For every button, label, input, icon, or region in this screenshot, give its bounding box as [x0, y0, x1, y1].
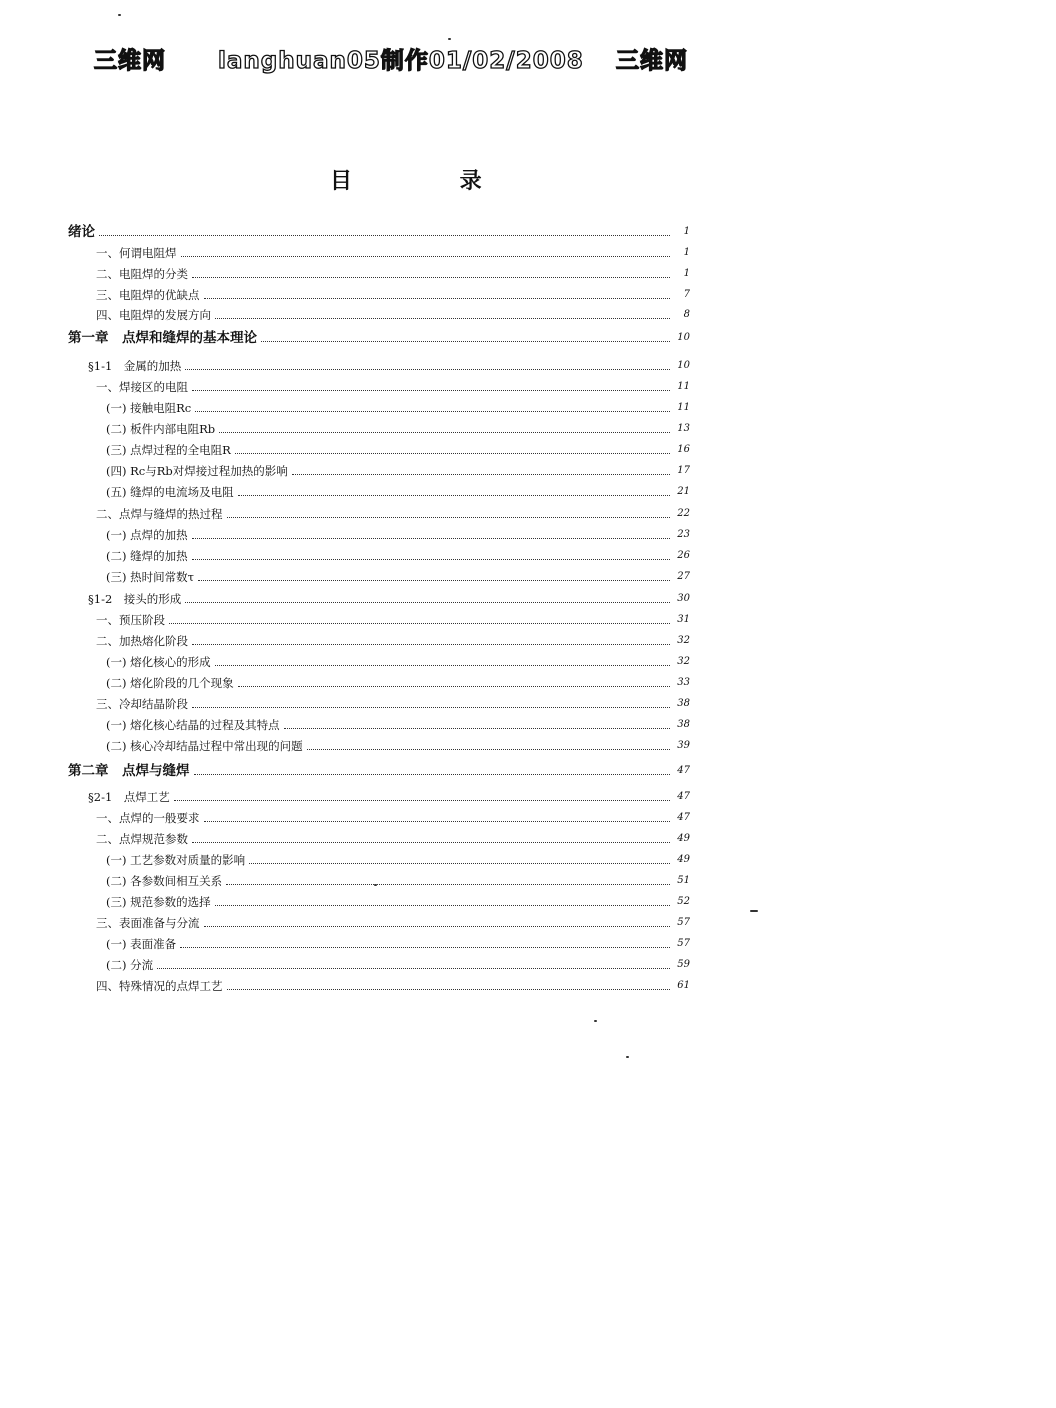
toc-entry [106, 713, 690, 733]
toc-entry-page: 10 [677, 332, 690, 343]
toc-entry [96, 262, 690, 282]
toc-leader-dots [192, 842, 670, 843]
toc-entry-label: (二) 缝焊的加热 [106, 549, 188, 563]
toc-entry-page: 32 [677, 635, 690, 646]
toc-leader-dots [174, 800, 670, 801]
toc-entry-label: (二) 板件内部电阻Rb [106, 422, 216, 436]
toc-entry-page: 61 [677, 980, 690, 991]
toc-entry [106, 565, 690, 585]
toc-entry [96, 608, 690, 628]
toc-entry [106, 480, 690, 500]
toc-entry-label: 一、何谓电阻焊 [96, 246, 177, 260]
toc-entry-page: 49 [677, 833, 690, 844]
toc-entry [106, 953, 690, 973]
toc-entry [68, 326, 690, 346]
toc-entry-page: 27 [677, 571, 690, 582]
toc-entry-label: 二、加热熔化阶段 [96, 634, 188, 648]
toc-entry-label: 四、电阻焊的发展方向 [96, 308, 211, 322]
toc-leader-dots [204, 821, 671, 822]
toc-entry-page: 59 [677, 959, 690, 970]
toc-leader-dots [204, 926, 671, 927]
toc-leader-dots [192, 559, 670, 560]
toc-entry-page: 23 [677, 529, 690, 540]
toc-entry-label: (二) 分流 [106, 958, 154, 972]
watermark-header [0, 42, 1056, 82]
toc-leader-dots [219, 432, 670, 433]
toc-entry-page: 51 [677, 875, 690, 886]
toc-entry [106, 734, 690, 754]
toc-leader-dots [195, 411, 670, 412]
toc-leader-dots [192, 644, 670, 645]
toc-entry-label: 二、电阻焊的分类 [96, 267, 188, 281]
toc-entry-label: (二) 各参数间相互关系 [106, 874, 223, 888]
toc-entry-page: 1 [683, 247, 690, 258]
watermark-right: 三维网 [616, 48, 688, 74]
toc-entry-page: 32 [677, 656, 690, 667]
toc-entry [68, 220, 690, 240]
toc-entry-label: §2-1 点焊工艺 [88, 790, 170, 804]
scan-speck [118, 14, 121, 16]
toc-entry-label: 绪论 [68, 224, 95, 240]
toc-entry [106, 848, 690, 868]
toc-entry [106, 438, 690, 458]
watermark-left: 三维网 [94, 48, 166, 74]
toc-entry-page: 57 [677, 938, 690, 949]
toc-entry-page: 8 [683, 309, 690, 320]
toc-entry-label: (三) 热时间常数τ [106, 570, 194, 584]
toc-leader-dots [198, 580, 670, 581]
toc-entry-page: 33 [677, 677, 690, 688]
toc-entry-label: (三) 点焊过程的全电阻R [106, 443, 231, 457]
toc-entry [96, 827, 690, 847]
toc-entry-page: 11 [677, 381, 690, 392]
toc-entry-label: 三、表面准备与分流 [96, 916, 200, 930]
toc-entry-page: 49 [677, 854, 690, 865]
toc-entry [106, 417, 690, 437]
toc-entry-label: (五) 缝焊的电流场及电阻 [106, 485, 234, 499]
page-title: 目 录 [330, 168, 532, 194]
toc-entry-label: 第二章 点焊与缝焊 [68, 763, 190, 779]
toc-entry-page: 7 [683, 289, 690, 300]
toc-entry-page: 22 [677, 508, 690, 519]
toc-entry [106, 869, 690, 889]
toc-leader-dots [226, 884, 670, 885]
toc-entry-label: §1-2 接头的形成 [88, 592, 182, 606]
toc-leader-dots [204, 298, 671, 299]
toc-entry-label: 三、冷却结晶阶段 [96, 697, 188, 711]
toc-entry-page: 31 [677, 614, 690, 625]
toc-entry-page: 39 [677, 740, 690, 751]
toc-leader-dots [215, 905, 670, 906]
toc-entry-label: 四、特殊情况的点焊工艺 [96, 979, 223, 993]
scan-speck [626, 1056, 629, 1058]
toc-entry-page: 30 [677, 593, 690, 604]
toc-entry-page: 1 [683, 226, 690, 237]
toc-entry [96, 806, 690, 826]
toc-entry-label: 一、焊接区的电阻 [96, 380, 188, 394]
toc-entry-page: 47 [677, 791, 690, 802]
toc-entry [88, 587, 690, 607]
toc-leader-dots [227, 517, 671, 518]
scan-speck [594, 1020, 597, 1022]
toc-entry-page: 10 [677, 360, 690, 371]
toc-leader-dots [235, 453, 670, 454]
toc-leader-dots [185, 369, 670, 370]
toc-leader-dots [194, 774, 671, 775]
toc-entry-page: 17 [677, 465, 690, 476]
toc-leader-dots [238, 686, 670, 687]
toc-entry [106, 890, 690, 910]
toc-entry [106, 459, 690, 479]
toc-entry-label: §1-1 金属的加热 [88, 359, 182, 373]
toc-leader-dots [192, 707, 670, 708]
toc-entry-label: 第一章 点焊和缝焊的基本理论 [68, 330, 257, 346]
toc-entry [68, 759, 690, 779]
toc-leader-dots [192, 277, 670, 278]
watermark-center: langhuan05制作01/02/2008 [218, 48, 584, 74]
toc-leader-dots [169, 623, 670, 624]
toc-leader-dots [192, 390, 670, 391]
toc-leader-dots [292, 474, 670, 475]
toc-leader-dots [185, 602, 670, 603]
scan-speck [374, 884, 377, 886]
toc-leader-dots [99, 235, 670, 236]
toc-entry-page: 47 [677, 765, 690, 776]
toc-leader-dots [284, 728, 670, 729]
scan-speck [750, 910, 758, 912]
toc-entry [96, 375, 690, 395]
toc-entry [96, 241, 690, 261]
toc-entry [96, 974, 690, 994]
toc-entry [106, 523, 690, 543]
toc-entry-label: (一) 表面准备 [106, 937, 177, 951]
toc-entry-label: (二) 熔化阶段的几个现象 [106, 676, 234, 690]
toc-entry [96, 303, 690, 323]
toc-leader-dots [215, 318, 670, 319]
toc-entry-page: 38 [677, 719, 690, 730]
toc-entry-label: (一) 熔化核心的形成 [106, 655, 211, 669]
toc-entry [106, 932, 690, 952]
toc-entry-label: 三、电阻焊的优缺点 [96, 288, 200, 302]
toc-leader-dots [157, 968, 670, 969]
toc-leader-dots [249, 863, 670, 864]
toc-entry-label: 一、点焊的一般要求 [96, 811, 200, 825]
scan-speck [448, 38, 451, 40]
toc-leader-dots [261, 341, 670, 342]
toc-entry [88, 785, 690, 805]
toc-entry-label: (一) 熔化核心结晶的过程及其特点 [106, 718, 280, 732]
toc-entry [96, 911, 690, 931]
toc-entry-label: 一、预压阶段 [96, 613, 165, 627]
toc-entry [96, 692, 690, 712]
toc-leader-dots [238, 495, 670, 496]
toc-entry [106, 650, 690, 670]
toc-entry [106, 671, 690, 691]
toc-entry [96, 502, 690, 522]
toc-entry-page: 11 [677, 402, 690, 413]
toc-entry-label: (二) 核心冷却结晶过程中常出现的问题 [106, 739, 303, 753]
toc-entry [96, 629, 690, 649]
toc-entry [106, 544, 690, 564]
toc-entry-page: 1 [683, 268, 690, 279]
toc-entry-label: (三) 规范参数的选择 [106, 895, 211, 909]
toc-entry-label: (一) 工艺参数对质量的影响 [106, 853, 246, 867]
toc-entry-page: 26 [677, 550, 690, 561]
toc-entry-page: 16 [677, 444, 690, 455]
toc-entry-label: (四) Rc与Rb对焊接过程加热的影响 [106, 464, 288, 478]
toc-leader-dots [307, 749, 670, 750]
toc-entry-label: (一) 接触电阻Rc [106, 401, 192, 415]
toc-leader-dots [227, 989, 671, 990]
toc-entry-label: 二、点焊与缝焊的热过程 [96, 507, 223, 521]
toc-entry-page: 21 [677, 486, 690, 497]
toc-entry-page: 47 [677, 812, 690, 823]
toc-leader-dots [181, 256, 671, 257]
toc-entry-page: 52 [677, 896, 690, 907]
toc-entry [106, 396, 690, 416]
toc-entry-page: 57 [677, 917, 690, 928]
toc-entry [88, 354, 690, 374]
toc-entry-page: 13 [677, 423, 690, 434]
toc-entry-label: 二、点焊规范参数 [96, 832, 188, 846]
toc-leader-dots [215, 665, 670, 666]
toc-entry [96, 283, 690, 303]
toc-entry-label: (一) 点焊的加热 [106, 528, 188, 542]
toc-entry-page: 38 [677, 698, 690, 709]
toc-leader-dots [180, 947, 670, 948]
toc-leader-dots [192, 538, 670, 539]
